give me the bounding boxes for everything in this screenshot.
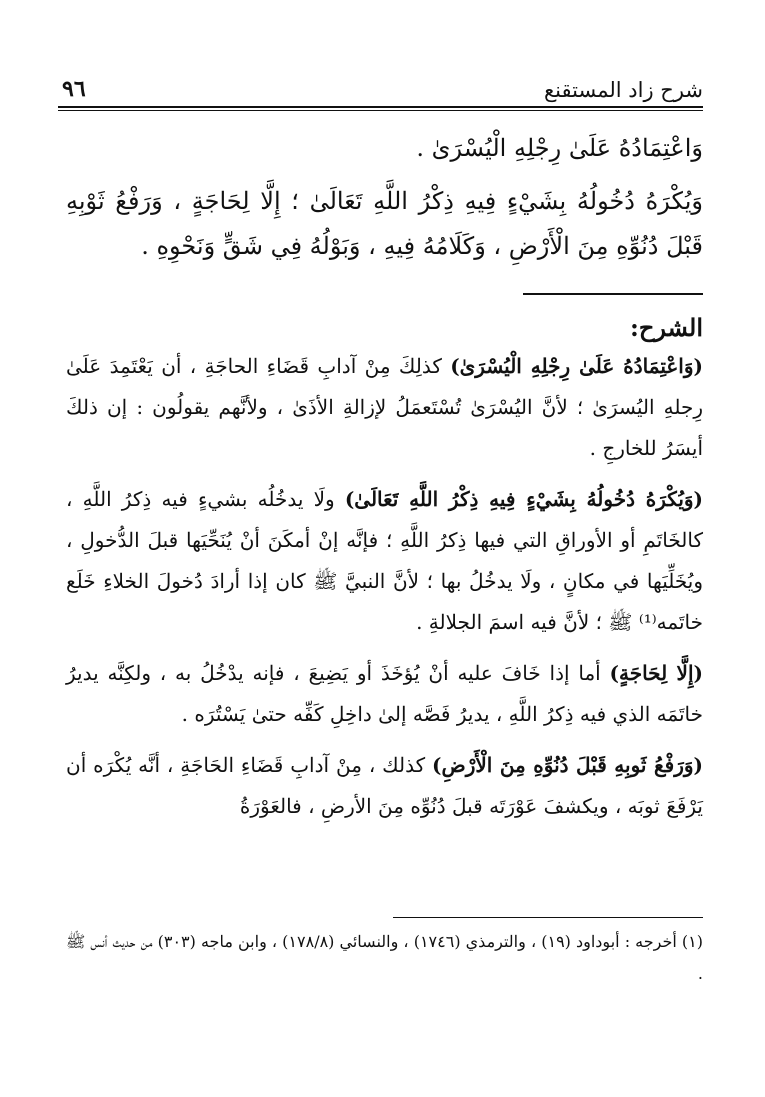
header-rule-thin	[58, 110, 703, 111]
commentary-text: كذلك ، مِنْ آدابِ قَضَاءِ الحَاجَةِ ، أنَّه يُكْرَه أن يَرْفَعَ ثوبَه ، ويكشفَ عَوْرَتَه قبلَ دُنُوِّه مِنَ الأرضِ ، فالعَوْرَةُ	[66, 753, 703, 818]
commentary-text: ولَا يدخُلُه بشيءٍ فيه ذِكرُ اللَّهِ ، كالخَاتَمِ أو الأوراقِ التي فيها ذِكرُ اللَّهِ ؛ فإنَّه إنْ أمكَنَ أنْ يُنَحِّيَها قبلَ الدُّخولِ ، ويُخَلِّيَها في مكانٍ ، ولَا يدخُلُ بها ؛ لأنَّ النبيَّ ﷺ كان إذا أرادَ دُخولَ الخلاءِ خَلَع خاتَمه⁽¹⁾ ﷺ ؛ لأنَّ فيه اسمَ الجلالةِ .	[66, 487, 704, 634]
commentary-text: كذلِكَ مِنْ آدابِ قَضَاءِ الحاجَةِ ، أن يَعْتَمِدَ عَلَىٰ رِجلهِ اليُسرَىٰ ؛ لأنَّ اليُسْرَىٰ تُسْتَعمَلُ لإزالةِ الأذَىٰ ، ولأنَّهم يقولُون : إن ذلكَ أيسَرُ للخارجِ .	[66, 354, 703, 460]
commentary-text: أما إذا خَافَ عليه أنْ يُؤخَذَ أو يَضِيعَ ، فإنه يدْخُلُ به ، ولكِنَّه يديرُ خاتَمَه الذي فيه ذِكرُ اللَّهِ ، يديرُ فَصَّه إلىٰ داخِلِ كَفِّه حتىٰ يَسْتُرَه .	[66, 661, 703, 726]
sharh-paragraph-2	[66, 479, 703, 643]
page-header	[62, 62, 703, 102]
sharh-paragraph-4	[66, 745, 703, 827]
footnote-1: (١) أخرجه : أبوداود (١٩) ، والترمذي (١٧٤٦) ، والنسائي (١٧٨/٨) ، وابن ماجه (٣٠٣) من حديث أنس ﷺ .	[66, 932, 703, 983]
matn-paragraph-1: وَاعْتِمَادُهُ عَلَىٰ رِجْلِهِ الْيُسْرَىٰ .	[416, 134, 703, 162]
section-divider	[523, 293, 703, 295]
page-number: ٩٦	[62, 76, 86, 102]
running-title: شرح زاد المستقنع	[544, 78, 703, 102]
quoted-matn: (وَيُكْرَهُ دُخُولُهُ بِشَيْءٍ فِيهِ ذِكْرُ اللَّهِ تَعَالَىٰ)	[344, 487, 704, 511]
header-rule	[58, 106, 703, 108]
page-content	[66, 118, 703, 837]
footnote-rule	[393, 917, 703, 918]
footnotes	[66, 926, 703, 990]
sharh-heading: الشرح:	[630, 313, 703, 342]
quoted-matn: (وَاعْتِمَادُهُ عَلَىٰ رِجْلِهِ الْيُسْرَىٰ)	[450, 354, 703, 378]
quoted-matn: (إِلَّا لِحَاجَةٍ)	[609, 661, 703, 685]
matn-paragraph-2: وَيُكْرَهُ دُخُولُهُ بِشَيْءٍ فِيهِ ذِكْرُ اللَّهِ تَعَالَىٰ ؛ إِلَّا لِحَاجَةٍ ، وَرَفْعُ ثَوْبِهِ قَبْلَ دُنُوِّهِ مِنَ الْأَرْضِ ، وَكَلَامُهُ فِيهِ ، وَبَوْلُهُ فِي شَقٍّ وَنَحْوِهِ .	[66, 187, 703, 260]
sharh-paragraph-1	[66, 346, 703, 469]
quoted-matn: (وَرَفْعُ ثَوبِهِ قَبْلَ دُنُوِّهِ مِنَ الْأَرْضِ)	[432, 753, 703, 777]
sharh-paragraph-3	[66, 653, 703, 735]
